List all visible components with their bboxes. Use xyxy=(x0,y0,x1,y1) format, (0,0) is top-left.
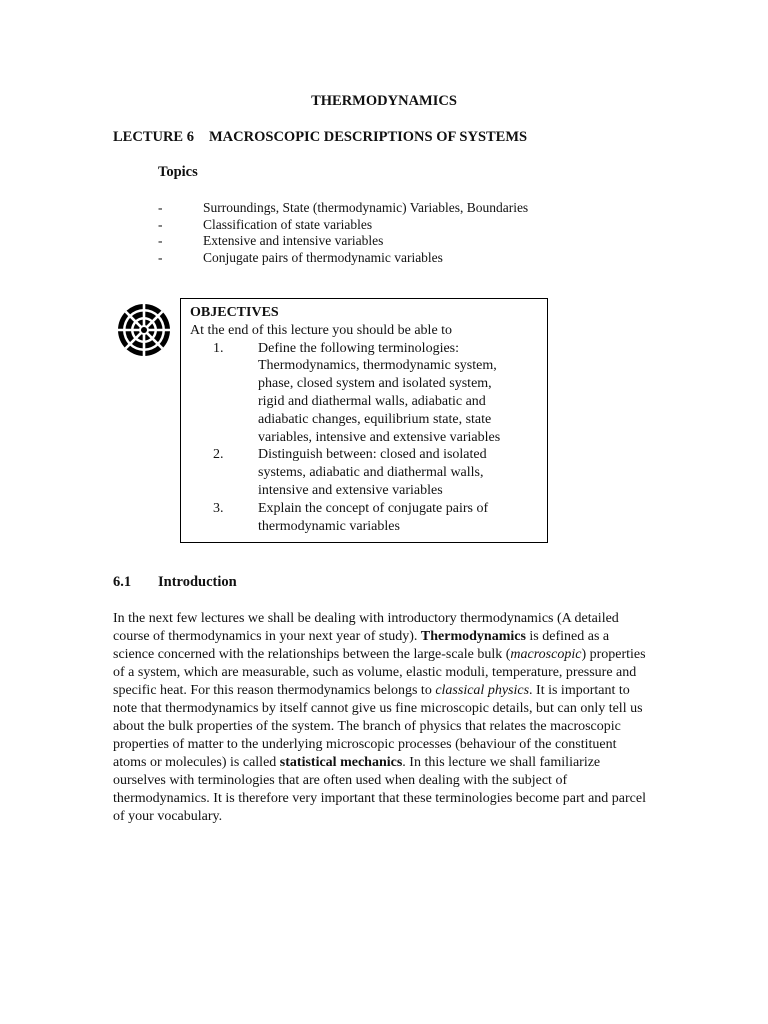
section-title: Introduction xyxy=(158,574,237,590)
objective-text xyxy=(258,500,539,536)
document-title: THERMODYNAMICS xyxy=(311,93,457,109)
objective-line: intensive and extensive variables xyxy=(258,482,443,498)
objective-number: 3. xyxy=(213,500,224,516)
objective-line: Thermodynamics, thermodynamic system, xyxy=(258,358,497,374)
paragraph-text: . It is important to note that thermodynamics by itself cannot give us fine microscopic details, but can only tell us about the bulk properties of the system. The branch of physics that relates the macroscopic properties of matter to the underlying microscopic processes (behaviour of the constituent atoms or molecules) is called xyxy=(113,683,643,770)
objectives-title: OBJECTIVES xyxy=(190,305,279,320)
objective-line: Distinguish between: closed and isolated xyxy=(258,447,487,463)
paragraph-text: . In this lecture we shall familiarize ourselves with terminologies that are often used when dealing with the subject of thermodynamics. It is therefore very important that these terminologies become part and parcel of your vocabulary. xyxy=(113,755,646,824)
bullet-dash: - xyxy=(158,216,163,232)
paragraph-text: ) properties of a system, which are measurable, such as volume, elastic moduli, temperature, pressure and specific heat. For this reason thermodynamics belongs to xyxy=(113,647,646,698)
list-item xyxy=(190,340,539,447)
topic-text: Extensive and intensive variables xyxy=(203,233,384,248)
target-icon xyxy=(116,302,172,358)
list-item xyxy=(158,233,528,250)
bullet-dash: - xyxy=(158,249,163,265)
objectives-box xyxy=(180,298,548,543)
list-item xyxy=(158,250,528,267)
topic-text: Conjugate pairs of thermodynamic variables xyxy=(203,249,443,265)
italic-term: macroscopic xyxy=(510,647,582,662)
bold-term: Thermodynamics xyxy=(420,629,526,644)
objective-line: systems, adiabatic and diathermal walls, xyxy=(258,465,484,481)
objective-line: adiabatic changes, equilibrium state, state xyxy=(258,411,492,427)
topic-text: Classification of state variables xyxy=(203,216,373,232)
section-number: 6.1 xyxy=(113,574,132,590)
list-item xyxy=(158,217,528,234)
topic-text: Surroundings, State (thermodynamic) Variables, Boundaries xyxy=(203,200,529,215)
objective-line: rigid and diathermal walls, adiabatic and xyxy=(258,393,486,409)
bullet-dash: - xyxy=(158,233,163,248)
objective-line: phase, closed system and isolated system, xyxy=(258,376,492,392)
bold-term: statistical mechanics xyxy=(279,755,403,770)
paragraph-text: In the next few lectures we shall be dealing with introductory thermodynamics (A detailed course of thermodynamics in your next year of study). xyxy=(113,611,619,644)
topics-heading: Topics xyxy=(158,164,198,180)
objective-line: Explain the concept of conjugate pairs of xyxy=(258,500,489,516)
intro-paragraph xyxy=(113,610,653,826)
objective-number: 1. xyxy=(213,340,224,356)
section-heading xyxy=(113,574,237,591)
objective-line: thermodynamic variables xyxy=(258,518,400,534)
objective-line: variables, intensive and extensive variables xyxy=(258,429,501,445)
lecture-number: LECTURE 6 xyxy=(113,129,194,145)
lecture-title: MACROSCOPIC DESCRIPTIONS OF SYSTEMS xyxy=(209,129,528,145)
objective-number: 2. xyxy=(213,447,224,463)
bullet-dash: - xyxy=(158,200,163,215)
topics-list xyxy=(158,200,528,266)
list-item xyxy=(190,446,539,499)
objective-line: Define the following terminologies: xyxy=(258,340,460,356)
objectives-intro: At the end of this lecture you should be able to xyxy=(190,322,453,338)
list-item xyxy=(158,200,528,217)
italic-term: classical physics xyxy=(435,683,530,698)
lecture-heading xyxy=(113,129,527,146)
paragraph-text: is defined as a science concerned with the relationships between the large-scale bulk ( xyxy=(113,629,610,662)
objective-text xyxy=(258,446,539,499)
objective-text xyxy=(258,340,539,447)
objectives-list xyxy=(190,340,539,536)
list-item xyxy=(190,500,539,536)
